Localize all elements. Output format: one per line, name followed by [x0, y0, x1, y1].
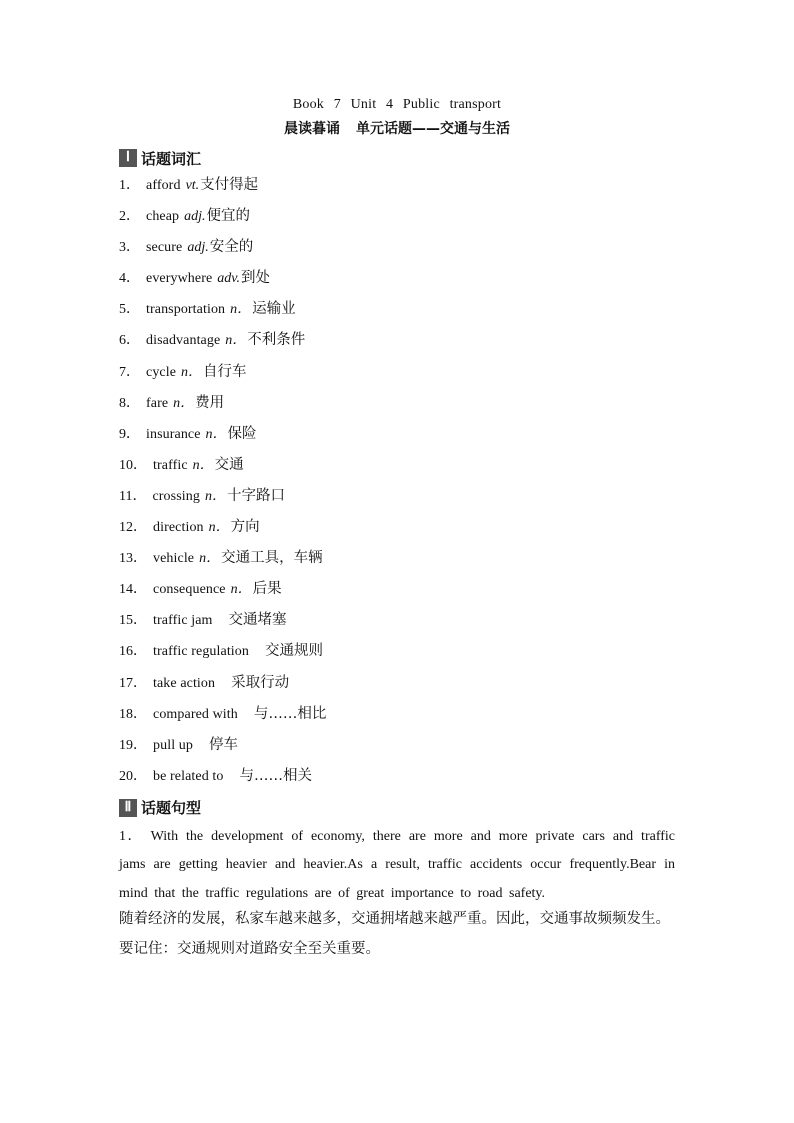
vocab-part-of-speech: n．: [225, 333, 247, 349]
vocab-number: 19．: [119, 737, 147, 753]
vocab-english: cheap: [146, 209, 180, 225]
list-item: [119, 170, 675, 201]
vocab-chinese: 自行车: [203, 363, 247, 380]
list-item: [119, 232, 675, 263]
subtitle-right: 单元话题——交通与生活: [356, 121, 510, 137]
vocab-chinese: 十字路口: [226, 487, 285, 504]
vocab-number: 9．: [119, 426, 140, 442]
vocab-english: cycle: [146, 364, 177, 380]
vocab-part-of-speech: n．: [199, 551, 221, 567]
vocab-chinese: 运输业: [252, 301, 296, 318]
vocab-chinese: 安全的: [209, 239, 254, 256]
list-item: [119, 450, 675, 481]
vocab-part-of-speech: n．: [208, 520, 230, 536]
vocab-chinese: 保险: [227, 425, 257, 442]
vocab-chinese: 交通规则: [265, 643, 323, 660]
section-numeral-badge: Ⅱ: [119, 799, 137, 817]
vocab-part-of-speech: adv.: [217, 271, 240, 287]
vocab-english: crossing: [152, 488, 200, 504]
vocab-part-of-speech: adj.: [187, 240, 209, 256]
vocab-chinese: 支付得起: [200, 177, 259, 193]
list-item: [119, 388, 675, 419]
vocab-english: everywhere: [146, 271, 213, 287]
vocab-number: 15．: [119, 613, 147, 629]
vocab-number: 2．: [119, 209, 140, 225]
vocab-chinese: 交通: [214, 456, 244, 473]
vocab-english: disadvantage: [146, 333, 221, 349]
vocab-number: 12．: [119, 520, 147, 536]
section-heading-vocabulary: [119, 146, 675, 170]
vocab-english: direction: [153, 520, 204, 536]
vocab-number: 20．: [119, 768, 147, 784]
vocab-chinese: 交通工具，车辆: [221, 550, 323, 567]
vocab-chinese: 采取行动: [231, 674, 290, 691]
section-heading-text: 话题句型: [141, 799, 202, 818]
vocab-part-of-speech: adj.: [184, 209, 206, 225]
vocab-number: 14．: [119, 582, 147, 598]
vocab-number: 5．: [119, 302, 140, 318]
vocab-part-of-speech: n．: [192, 457, 214, 473]
page-subtitle: [119, 118, 675, 142]
vocab-chinese: 到处: [240, 270, 270, 287]
vocab-chinese: 停车: [208, 736, 238, 753]
vocab-number: 8．: [119, 395, 140, 411]
list-item: [119, 325, 675, 356]
vocab-part-of-speech: vt.: [185, 178, 200, 193]
vocab-english: pull up: [153, 737, 193, 753]
vocab-number: 10．: [119, 457, 147, 473]
vocab-part-of-speech: n．: [204, 488, 226, 504]
vocab-english: vehicle: [153, 551, 195, 567]
subtitle-left: 晨读暮诵: [284, 121, 340, 137]
list-item: [119, 636, 675, 667]
vocab-chinese: 交通堵塞: [228, 612, 287, 629]
vocabulary-list: [119, 170, 675, 792]
sentence-chinese: 随着经济的发展，私家车越来越多，交通拥堵越来越严重。因此，交通事故频频发生。要记住：交通规则对道路安全至关重要。: [119, 911, 670, 958]
list-item: [119, 201, 675, 232]
vocab-english: traffic regulation: [153, 644, 249, 660]
vocab-number: 17．: [119, 675, 147, 691]
vocab-number: 16．: [119, 644, 147, 660]
list-item: [119, 263, 675, 294]
vocab-english: fare: [146, 395, 169, 411]
vocab-number: 1．: [119, 178, 140, 193]
vocab-english: take action: [153, 675, 216, 691]
vocab-part-of-speech: n．: [173, 395, 195, 411]
section-numeral-badge: Ⅰ: [119, 149, 137, 167]
list-item: [119, 668, 675, 699]
vocab-chinese: 费用: [195, 394, 225, 411]
list-item: [119, 730, 675, 761]
vocab-chinese: 与……相比: [253, 705, 327, 722]
vocab-number: 7．: [119, 364, 140, 380]
list-item: [119, 543, 675, 574]
vocab-number: 6．: [119, 333, 140, 349]
list-item: [119, 481, 675, 512]
list-item: [119, 605, 675, 636]
vocab-english: transportation: [146, 302, 226, 318]
vocab-part-of-speech: n．: [181, 364, 203, 380]
vocab-chinese: 便宜的: [206, 208, 251, 225]
document-page: [119, 95, 675, 964]
list-item: [119, 357, 675, 388]
vocab-english: compared with: [153, 706, 238, 722]
list-item: [119, 512, 675, 543]
section-heading-text: 话题词汇: [141, 149, 202, 168]
list-item: [119, 419, 675, 450]
list-item: [119, 574, 675, 605]
vocab-number: 18．: [119, 706, 147, 722]
page-title: Book 7 Unit 4 Public transport: [292, 97, 502, 112]
section-heading-sentences: [119, 796, 675, 820]
vocab-chinese: 不利条件: [247, 332, 306, 349]
vocab-part-of-speech: n．: [205, 426, 227, 442]
vocab-number: 13．: [119, 551, 147, 567]
vocab-chinese: 与……相关: [239, 767, 312, 784]
vocab-english: afford: [146, 178, 181, 193]
vocab-english: traffic: [153, 457, 188, 473]
vocab-number: 11．: [119, 488, 147, 504]
vocab-english: consequence: [153, 582, 226, 598]
vocab-number: 3．: [119, 240, 140, 256]
vocab-english: insurance: [146, 426, 201, 442]
vocab-part-of-speech: n．: [230, 302, 252, 318]
list-item: [119, 699, 675, 730]
vocab-english: traffic jam: [153, 613, 213, 629]
list-item: [119, 294, 675, 325]
vocab-chinese: 方向: [230, 519, 260, 536]
sentence-english: 1． With the development of economy, there are more and more private cars and traffic jams are getting heavier and heavier.As a result, traffic accidents occur frequently.Bear in mind that the traffic regulations are of great importance to road safety.: [119, 828, 675, 901]
vocab-english: secure: [146, 240, 183, 256]
vocab-part-of-speech: n．: [230, 582, 252, 598]
vocab-number: 4．: [119, 271, 140, 287]
vocab-english: be related to: [153, 768, 224, 784]
list-item: [119, 761, 675, 792]
vocab-chinese: 后果: [252, 581, 282, 598]
